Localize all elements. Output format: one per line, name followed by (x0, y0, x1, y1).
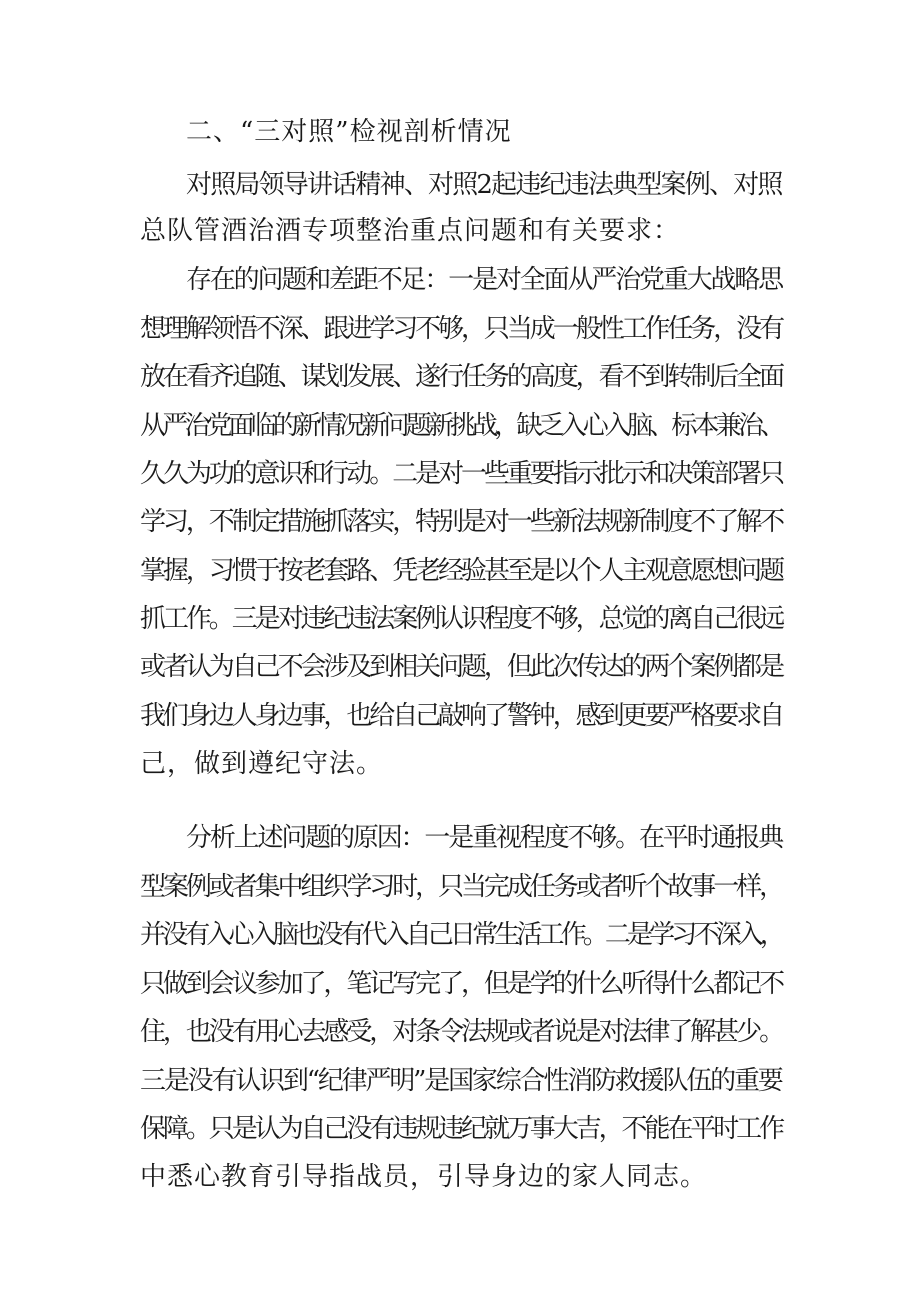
problems-line-10: 我们身边人身边事，也给自己敲响了警钟，感到更要严格要求自 (140, 701, 783, 731)
causes-line-1: 分析上述问题的原因：一是重视程度不够。在平时通报典 (186, 823, 783, 853)
problems-line-1: 存在的问题和差距不足：一是对全面从严治党重大战略思 (186, 265, 783, 295)
problems-line-11: 己，做到遵纪守法。 (140, 749, 384, 779)
causes-line-4: 只做到会议参加了，笔记写完了，但是学的什么听得什么都记不 (140, 969, 783, 999)
problems-line-9: 或者认为自己不会涉及到相关问题，但此次传达的两个案例都是 (140, 652, 783, 682)
causes-line-6: 三是没有认识到“纪律严明”是国家综合性消防救援队伍的重要 (140, 1066, 782, 1096)
problems-line-5: 久久为功的意识和行动。二是对一些重要指示批示和决策部署只 (140, 459, 783, 489)
problems-line-6: 学习，不制定措施抓落实，特别是对一些新法规新制度不了解不 (140, 507, 783, 537)
causes-line-7: 保障。只是认为自己没有违规违纪就万事大吉，不能在平时工作 (140, 1114, 783, 1144)
intro-line-1: 对照局领导讲话精神、对照2起违纪违法典型案例、对照 (186, 170, 782, 200)
problems-line-2: 想理解领悟不深、跟进学习不够，只当成一般性工作任务，没有 (140, 314, 783, 344)
section-heading: 二、“三对照”检视剖析情况 (186, 117, 512, 147)
causes-line-2: 型案例或者集中组织学习时，只当完成任务或者听个故事一样， (140, 872, 783, 902)
causes-line-5: 住，也没有用心去感受，对条令法规或者说是对法律了解甚少。 (140, 1017, 783, 1047)
problems-line-3: 放在看齐追随、谋划发展、遂行任务的高度，看不到转制后全面 (140, 362, 783, 392)
problems-line-8: 抓工作。三是对违纪违法案例认识程度不够，总觉的离自己很远 (140, 604, 783, 634)
problems-line-4: 从严治党面临的新情况新问题新挑战，缺乏入心入脑、标本兼治、 (140, 411, 783, 441)
intro-line-2: 总队管酒治酒专项整治重点问题和有关要求： (140, 216, 681, 246)
causes-line-3: 并没有入心入脑也没有代入自己日常生活工作。二是学习不深入， (140, 920, 783, 950)
causes-line-8: 中悉心教育引导指战员，引导身边的家人同志。 (140, 1162, 708, 1192)
problems-line-7: 掌握，习惯于按老套路、凭老经验甚至是以个人主观意愿想问题 (140, 556, 783, 586)
